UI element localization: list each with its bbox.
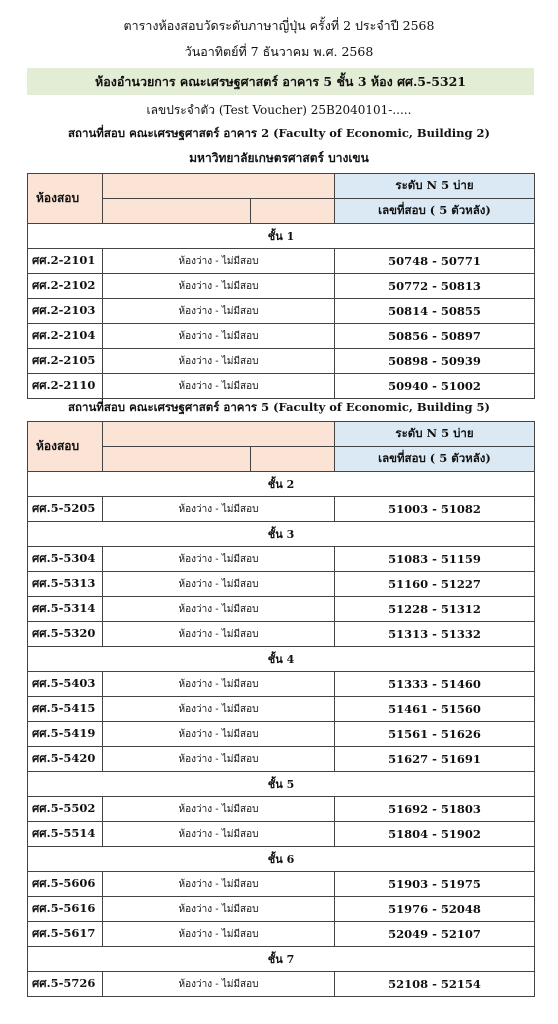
room-status: ห้องว่าง - ไม่มีสอบ: [103, 299, 335, 324]
room-code: ศศ.5-5420: [28, 747, 103, 772]
table-row: [28, 797, 535, 822]
seat-number-range: 50940 - 51002: [335, 374, 535, 399]
seat-number-range: 50898 - 50939: [335, 349, 535, 374]
floor-label: ชั้น 5: [28, 772, 535, 797]
table-row: [28, 722, 535, 747]
seat-number-range: 51627 - 51691: [335, 747, 535, 772]
seat-number-range: 52049 - 52107: [335, 922, 535, 947]
header-blank-cell: [251, 447, 335, 472]
seat-number-range: 51160 - 51227: [335, 572, 535, 597]
room-code: ศศ.2-2101: [28, 249, 103, 274]
seat-number-range: 51976 - 52048: [335, 897, 535, 922]
floor-label: ชั้น 4: [28, 647, 535, 672]
room-status: ห้องว่าง - ไม่มีสอบ: [103, 722, 335, 747]
room-status: ห้องว่าง - ไม่มีสอบ: [103, 547, 335, 572]
table-row: [28, 897, 535, 922]
seat-number-range: 51333 - 51460: [335, 672, 535, 697]
floor-row: [28, 522, 535, 547]
level-header: ระดับ N 5 บ่าย: [335, 422, 535, 447]
room-code: ศศ.2-2103: [28, 299, 103, 324]
seat-number-range: 51903 - 51975: [335, 872, 535, 897]
seat-number-header: เลขที่สอบ ( 5 ตัวหลัง): [335, 199, 535, 224]
room-code: ศศ.5-5617: [28, 922, 103, 947]
seat-number-range: 50748 - 50771: [335, 249, 535, 274]
seat-number-header: เลขที่สอบ ( 5 ตัวหลัง): [335, 447, 535, 472]
room-status: ห้องว่าง - ไม่มีสอบ: [103, 622, 335, 647]
table-row: [28, 374, 535, 399]
room-status: ห้องว่าง - ไม่มีสอบ: [103, 897, 335, 922]
table-row: [28, 324, 535, 349]
table-row: [28, 697, 535, 722]
level-header: ระดับ N 5 บ่าย: [335, 174, 535, 199]
building-5-room-table: [27, 421, 535, 997]
header-blank-cell: [103, 422, 335, 447]
room-status: ห้องว่าง - ไม่มีสอบ: [103, 572, 335, 597]
table-row: [28, 822, 535, 847]
header-blank-cell: [251, 199, 335, 224]
room-status: ห้องว่าง - ไม่มีสอบ: [103, 697, 335, 722]
seat-number-range: 50772 - 50813: [335, 274, 535, 299]
header-blank-cell: [103, 199, 251, 224]
room-status: ห้องว่าง - ไม่มีสอบ: [103, 349, 335, 374]
floor-label: ชั้น 2: [28, 472, 535, 497]
room-code: ศศ.5-5415: [28, 697, 103, 722]
room-column-header: ห้องสอบ: [28, 174, 103, 224]
seat-number-range: 51228 - 51312: [335, 597, 535, 622]
room-status: ห้องว่าง - ไม่มีสอบ: [103, 597, 335, 622]
floor-row: [28, 224, 535, 249]
room-status: ห้องว่าง - ไม่มีสอบ: [103, 872, 335, 897]
header-blank-cell: [103, 174, 335, 199]
room-status: ห้องว่าง - ไม่มีสอบ: [103, 747, 335, 772]
seat-number-range: 51313 - 51332: [335, 622, 535, 647]
room-code: ศศ.2-2105: [28, 349, 103, 374]
table-row: [28, 622, 535, 647]
room-code: ศศ.5-5320: [28, 622, 103, 647]
room-code: ศศ.5-5304: [28, 547, 103, 572]
floor-row: [28, 947, 535, 972]
room-code: ศศ.2-2104: [28, 324, 103, 349]
floor-label: ชั้น 1: [28, 224, 535, 249]
seat-number-range: 51083 - 51159: [335, 547, 535, 572]
table-row: [28, 299, 535, 324]
header-blank-cell: [103, 447, 251, 472]
table-row: [28, 747, 535, 772]
room-status: ห้องว่าง - ไม่มีสอบ: [103, 822, 335, 847]
seat-number-range: 51003 - 51082: [335, 497, 535, 522]
floor-row: [28, 772, 535, 797]
room-status: ห้องว่าง - ไม่มีสอบ: [103, 374, 335, 399]
document-title: ตารางห้องสอบวัดระดับภาษาญี่ปุ่น ครั้งที่ 2 ประจำปี 2568: [123, 18, 435, 33]
room-status: ห้องว่าง - ไม่มีสอบ: [103, 972, 335, 997]
building-2-room-table: [27, 173, 535, 399]
seat-number-range: 52108 - 52154: [335, 972, 535, 997]
table-row: [28, 922, 535, 947]
exam-date: วันอาทิตย์ที่ 7 ธันวาคม พ.ศ. 2568: [184, 44, 374, 59]
room-code: ศศ.5-5616: [28, 897, 103, 922]
room-code: ศศ.5-5205: [28, 497, 103, 522]
room-status: ห้องว่าง - ไม่มีสอบ: [103, 249, 335, 274]
room-status: ห้องว่าง - ไม่มีสอบ: [103, 324, 335, 349]
room-status: ห้องว่าง - ไม่มีสอบ: [103, 797, 335, 822]
room-code: ศศ.2-2102: [28, 274, 103, 299]
seat-number-range: 50814 - 50855: [335, 299, 535, 324]
office-banner: ห้องอำนวยการ คณะเศรษฐศาสตร์ อาคาร 5 ชั้น 3 ห้อง ศศ.5-5321: [27, 68, 534, 95]
floor-row: [28, 847, 535, 872]
room-code: ศศ.5-5514: [28, 822, 103, 847]
seat-number-range: 50856 - 50897: [335, 324, 535, 349]
room-code: ศศ.5-5419: [28, 722, 103, 747]
table-row: [28, 672, 535, 697]
floor-row: [28, 472, 535, 497]
room-code: ศศ.5-5403: [28, 672, 103, 697]
room-column-header: ห้องสอบ: [28, 422, 103, 472]
table-row: [28, 572, 535, 597]
venue-building-2: สถานที่สอบ คณะเศรษฐศาสตร์ อาคาร 2 (Faculty of Economic, Building 2): [68, 126, 490, 140]
table-row: [28, 349, 535, 374]
room-code: ศศ.5-5726: [28, 972, 103, 997]
floor-label: ชั้น 6: [28, 847, 535, 872]
room-status: ห้องว่าง - ไม่มีสอบ: [103, 922, 335, 947]
room-code: ศศ.5-5313: [28, 572, 103, 597]
table-row: [28, 547, 535, 572]
table-row: [28, 872, 535, 897]
table-row: [28, 972, 535, 997]
table-row: [28, 497, 535, 522]
room-status: ห้องว่าง - ไม่มีสอบ: [103, 497, 335, 522]
room-code: ศศ.5-5314: [28, 597, 103, 622]
floor-label: ชั้น 7: [28, 947, 535, 972]
venue-building-5: สถานที่สอบ คณะเศรษฐศาสตร์ อาคาร 5 (Faculty of Economic, Building 5): [68, 400, 490, 414]
seat-number-range: 51804 - 51902: [335, 822, 535, 847]
table-row: [28, 274, 535, 299]
table-row: [28, 597, 535, 622]
room-status: ห้องว่าง - ไม่มีสอบ: [103, 672, 335, 697]
table-row: [28, 249, 535, 274]
seat-number-range: 51692 - 51803: [335, 797, 535, 822]
room-code: ศศ.2-2110: [28, 374, 103, 399]
seat-number-range: 51461 - 51560: [335, 697, 535, 722]
test-voucher: เลขประจำตัว (Test Voucher) 25B2040101-.....: [146, 103, 412, 117]
floor-row: [28, 647, 535, 672]
seat-number-range: 51561 - 51626: [335, 722, 535, 747]
university-name: มหาวิทยาลัยเกษตรศาสตร์ บางเขน: [189, 151, 369, 165]
room-code: ศศ.5-5502: [28, 797, 103, 822]
room-status: ห้องว่าง - ไม่มีสอบ: [103, 274, 335, 299]
floor-label: ชั้น 3: [28, 522, 535, 547]
room-code: ศศ.5-5606: [28, 872, 103, 897]
